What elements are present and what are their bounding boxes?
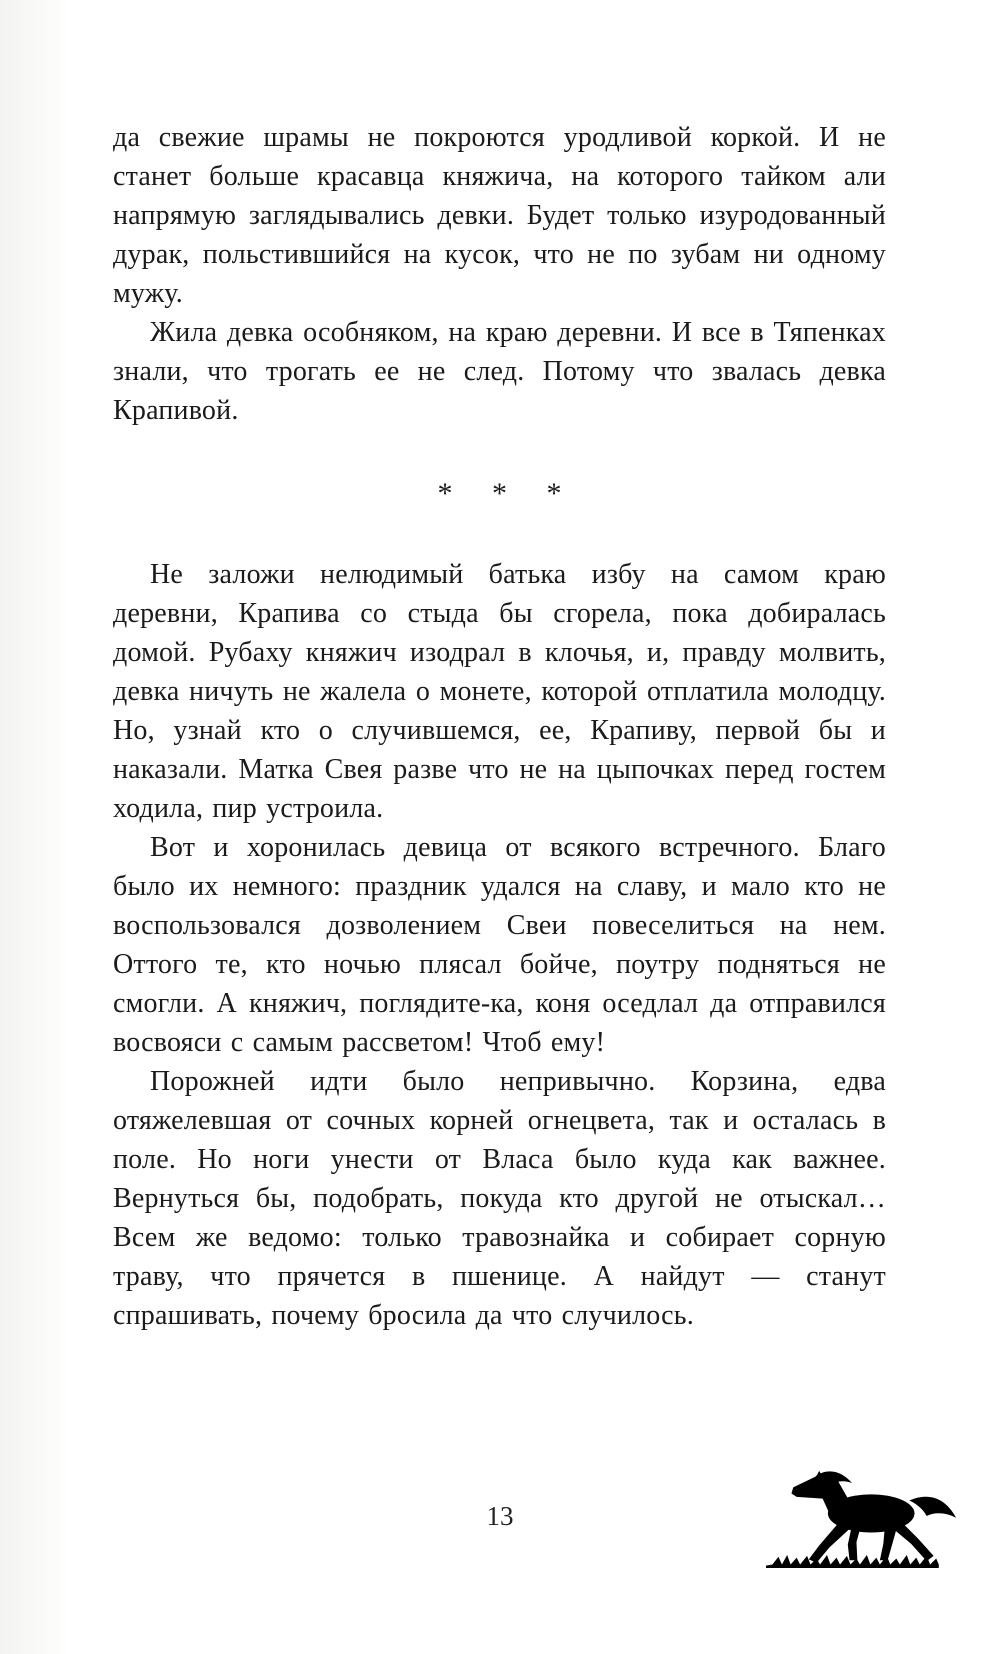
paragraph: Не заложи нелюдимый батька избу на самом краю деревни, Крапива со стыда бы сгорела, пока добиралась домой. Рубаху княжич изодрал в клочья, и, правду молвить, девка ничуть не жалела о монете, которой отплатила молодцу. Но, узнай кто о случившемся, ее, Крапиву, первой бы и наказали. Матка Свея разве что не на цыпочках перед гостем ходила, пир устроила. [113,559,886,824]
horse-silhouette-icon [766,1464,966,1568]
page-text [113,118,886,1335]
section-separator: * * * [437,477,578,510]
paragraph: Вот и хоронилась девица от всякого встречного. Благо было их немного: праздник удался на славу, и мало кто не воспользовался дозволением Свеи повеселиться на нем. Оттого те, кто ночью плясал бойче, поутру подняться не смогли. А княжич, поглядите-ка, коня оседлал да отправился восвояси с самым рассветом! Чтоб ему! [113,832,886,1058]
page-number: 13 [486,1501,514,1531]
paragraph: Жила девка особняком, на краю деревни. И все в Тяпенках знали, что трогать ее не след. Потому что звалась девка Крапивой. [113,317,886,426]
page-gutter-shadow [0,0,70,1654]
paragraph: Порожней идти было непривычно. Корзина, едва отяжелевшая от сочных корней огнецвета, так и осталась в поле. Но ноги унести от Власа было куда как важнее. Вернуться бы, подобрать, покуда кто другой не отыскал… Всем же ведомо: только травознайка и собирает сорную траву, что прячется в пшенице. А найдут — станут спрашивать, почему бросила да что случилось. [113,1066,886,1331]
paragraph-continuation: да свежие шрамы не покроются уродливой коркой. И не станет больше красавца княжича, на которого тайком али напрямую заглядывались девки. Будет только изуродованный дурак, польстившийся на кусок, что не по зубам ни одному мужу. [113,122,886,309]
